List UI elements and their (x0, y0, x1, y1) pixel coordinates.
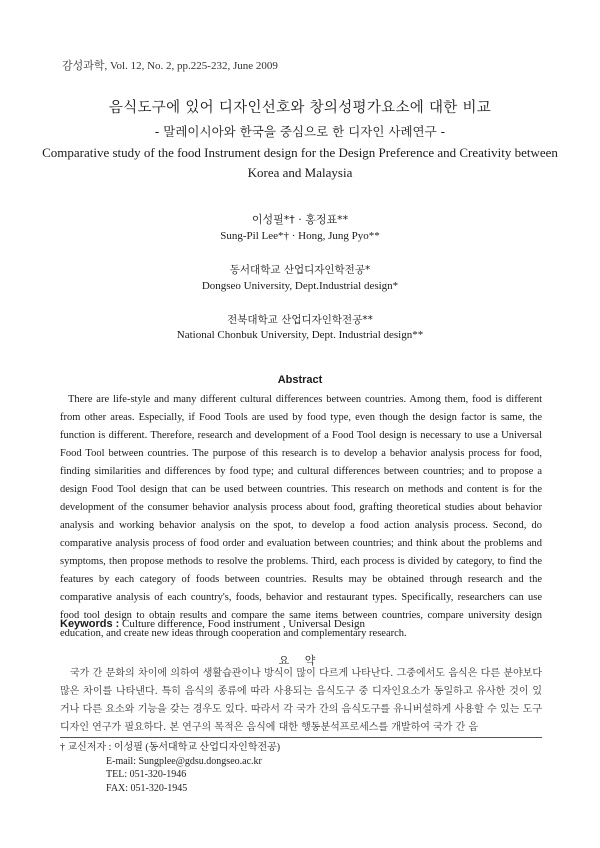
footnote-corresponding-author: † 교신저자 : 이성필 (동서대학교 산업디자인학전공) (60, 742, 281, 753)
journal-citation: 감성과학, Vol. 12, No. 2, pp.225-232, June 2009 (62, 60, 278, 72)
footnote-divider (60, 737, 542, 738)
footnote (60, 741, 280, 795)
abstract-heading: Abstract (277, 374, 323, 386)
authors-english: Sung-Pil Lee*† · Hong, Jung Pyo** (220, 230, 380, 242)
keywords-label: Keywords : (60, 618, 120, 630)
korean-summary-text: 국가 간 문화의 차이에 의하여 생활습관이나 방식이 많이 다르게 나타난다. 그중에서도 음식은 다른 분야보다 많은 차이를 나타낸다. 특히 음식의 종류에 따라 사용되는 음식도구 중 디자인요소가 동일하고 유사한 것이 있거나 다른 요소와 기능을 갖는 경우도 있다. 따라서 각 국가 간의 음식도구를 유니버설하게 사용할 수 있는 도구 디자인 연구가 필요하다. 본 연구의 목적은 음식에 대한 행동분석프로세스를 개발하여 국가 간 음 (60, 668, 542, 733)
keywords-line (60, 618, 542, 630)
keywords-values: Culture difference, Food instrument , Universal Design (122, 618, 366, 630)
korean-summary-heading: 요 약 (278, 654, 322, 667)
affiliation-2-english: National Chonbuk University, Dept. Industrial design** (176, 329, 424, 341)
affiliation-1-korean: 동서대학교 산업디자인학전공* (229, 264, 371, 276)
title-korean: 음식도구에 있어 디자인선호와 창의성평가요소에 대한 비교 (108, 100, 492, 116)
title-english: Comparative study of the food Instrument design for the Design Preference and Creativity between Korea and Malaysia (42, 145, 558, 180)
authors-korean: 이성필*† · 홍정표** (251, 213, 349, 226)
subtitle-korean: - 말레이시아와 한국을 중심으로 한 디자인 사례연구 - (154, 124, 446, 139)
affiliation-2-korean: 전북대학교 산업디자인학전공** (227, 314, 373, 326)
footnote-fax: FAX: 051-320-1945 (106, 782, 188, 794)
abstract-text: There are life-style and many different cultural differences between countries. Among them, food is different from other areas. Especially, if Food Tools are used by food type, even though the design factor is same, the function is different. Therefore, research and development of a Food Tool design is necessary to use a Universal Food Tool between countries. The purpose of this research is to develop a behavior analysis process for food, finding similarities and differences by food type; and cultural differences between countries; and to propose a design Food Tool design that can be used between countries. This research on methods and content is for the development of the consumer behavior analysis process about food, grafting theoretical studies about behavior analysis and working behavior analysis on the spot, to develop a food action analysis process. Second, do comparative analysis process of food order and evaluation between countries; and think about the problems and symptoms, then propose methods to resolve the problems. Third, each process is divided by category, to find the features by each category of foods between countries. Results may be obtained through research and the comparative analysis of each country's, foods, behavior and restaurant types. Specifically, researchers can use food tool design to obtain results and compare the same items between countries, compare university design education, and create new ideas through cooperation and complementary research. (60, 394, 542, 639)
affiliation-1-english: Dongseo University, Dept.Industrial design* (201, 280, 399, 292)
footnote-tel: TEL: 051-320-1946 (106, 769, 187, 780)
footnote-email: E-mail: Sungplee@gdsu.dongseo.ac.kr (106, 755, 262, 767)
